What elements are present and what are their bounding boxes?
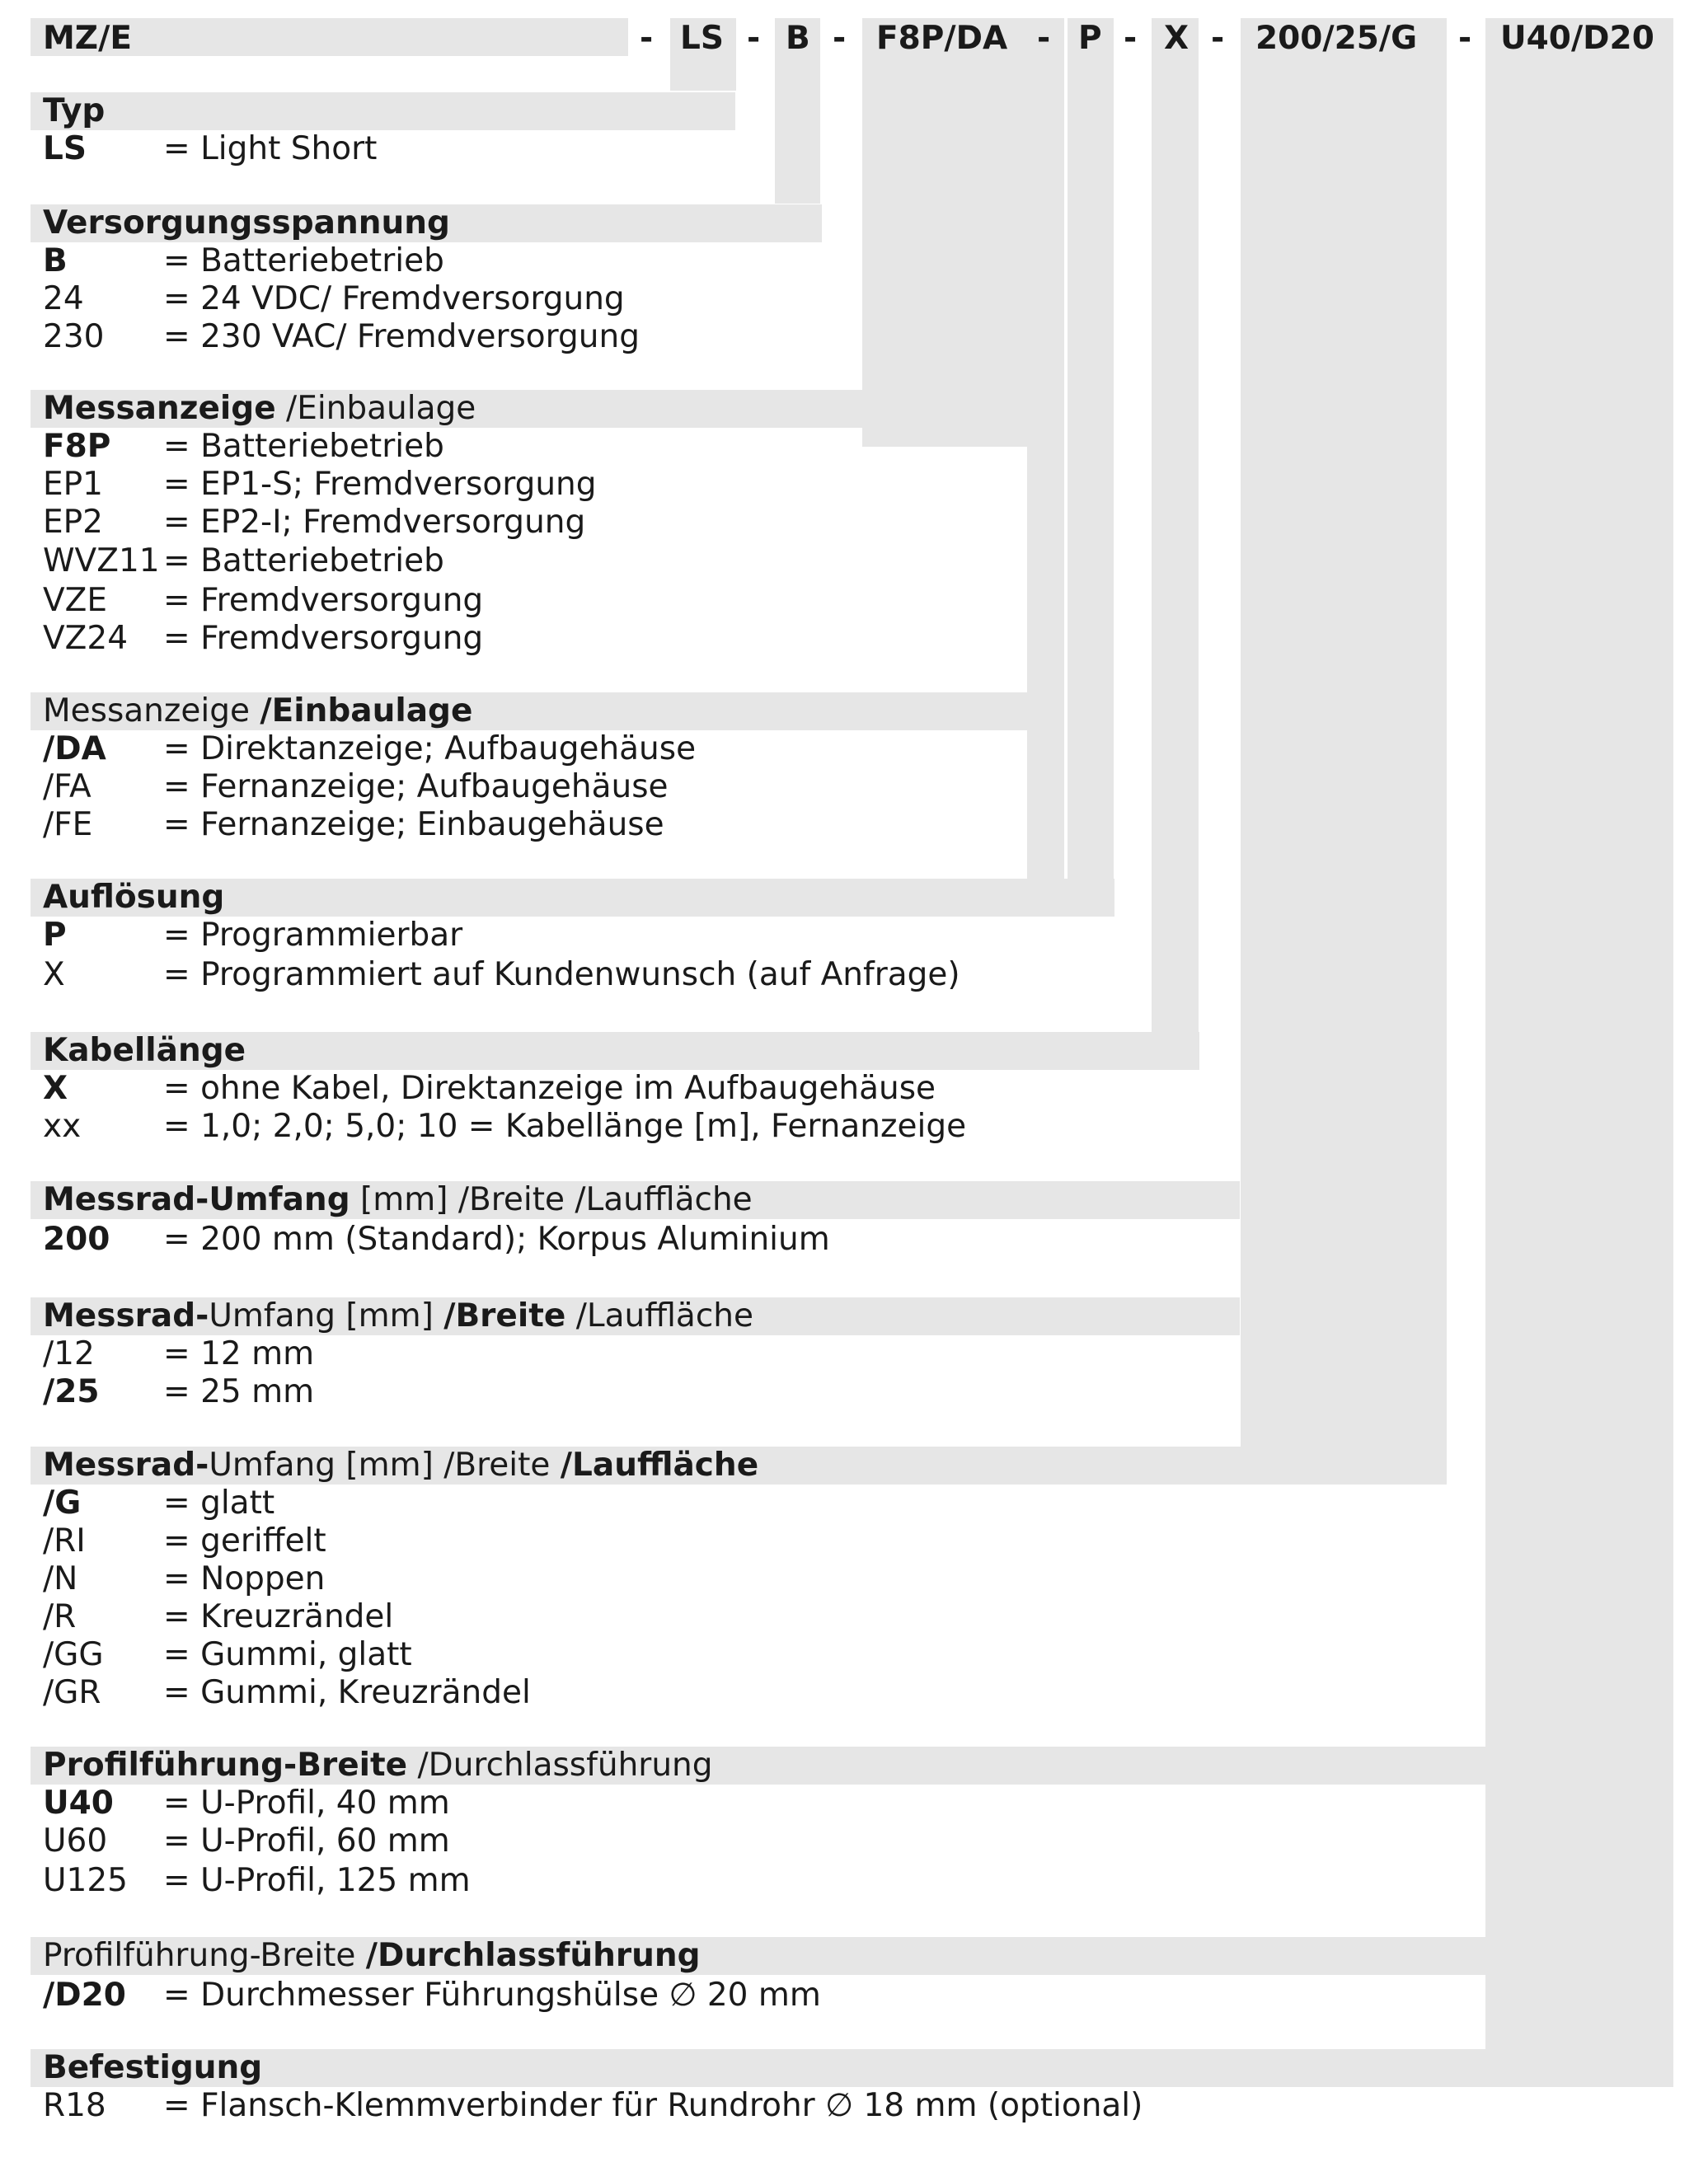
option-description: = Kreuzrändel (163, 1598, 394, 1635)
separator-dash: - (1458, 20, 1472, 57)
typ-header-bar (30, 92, 735, 130)
option-code: /N (43, 1560, 78, 1597)
option-description: = U-Profil, 40 mm (163, 1785, 450, 1822)
option-description: = 24 VDC/ Fremdversorgung (163, 280, 625, 317)
typ-title: Typ (43, 92, 106, 129)
option-description: = 12 mm (163, 1335, 315, 1372)
option-description: = 230 VAC/ Fremdversorgung (163, 318, 640, 355)
profil-title: Profilführung-Breite /Durchlassführung (43, 1747, 713, 1784)
separator-dash: - (1124, 20, 1138, 57)
laufflaeche-title: Messrad-Umfang [mm] /Breite /Lauffläche (43, 1447, 759, 1484)
column-x (1152, 18, 1199, 1069)
code-prefix: MZ/E (43, 20, 132, 57)
option-code: EP1 (43, 466, 103, 503)
option-code: /GG (43, 1636, 104, 1673)
option-description: = Noppen (163, 1560, 326, 1597)
option-code: U60 (43, 1822, 108, 1860)
option-description: = EP2-I; Fremdversorgung (163, 504, 586, 541)
option-code: /12 (43, 1335, 95, 1372)
option-description: = Programmiert auf Kundenwunsch (auf Anfrage) (163, 956, 960, 993)
separator-dash: - (747, 20, 761, 57)
code-segment-f8p-da: F8P/DA (876, 20, 1008, 57)
option-description: = Gummi, Kreuzrändel (163, 1674, 531, 1711)
option-description: = 25 mm (163, 1373, 315, 1410)
option-code: U40 (43, 1785, 114, 1822)
option-code: X (43, 1070, 68, 1107)
option-description: = 1,0; 2,0; 5,0; 10 = Kabellänge [m], Fernanzeige (163, 1108, 967, 1145)
option-code: /D20 (43, 1977, 126, 2014)
befestigung-header-bar (30, 2049, 1673, 2087)
option-code: LS (43, 130, 87, 167)
code-segment-b: B (786, 20, 810, 57)
separator-dash: - (1211, 20, 1225, 57)
column-u40-d20 (1485, 18, 1673, 2079)
durchlass-title: Profilführung-Breite /Durchlassführung (43, 1937, 701, 1974)
option-description: = Direktanzeige; Aufbaugehäuse (163, 730, 697, 767)
befestigung-title: Befestigung (43, 2049, 263, 2086)
option-description: = Light Short (163, 130, 378, 167)
option-description: = Fremdversorgung (163, 582, 484, 619)
option-code: R18 (43, 2087, 106, 2124)
option-description: = geriffelt (163, 1522, 326, 1560)
column-p (1068, 18, 1114, 917)
option-code: VZE (43, 582, 108, 619)
option-description: = Gummi, glatt (163, 1636, 412, 1673)
separator-dash: - (833, 20, 847, 57)
option-code: /G (43, 1485, 82, 1522)
separator-dash: - (640, 20, 654, 57)
option-description: = Fernanzeige; Aufbaugehäuse (163, 768, 669, 805)
option-code: EP2 (43, 504, 103, 541)
kabel-title: Kabellänge (43, 1032, 246, 1069)
code-segment-ls: LS (680, 20, 724, 57)
option-code: /R (43, 1598, 77, 1635)
option-code: B (43, 242, 68, 279)
option-code: /FA (43, 768, 92, 805)
option-code: F8P (43, 428, 111, 465)
option-description: = EP1-S; Fremdversorgung (163, 466, 597, 503)
option-code: 24 (43, 280, 84, 317)
option-code: P (43, 917, 67, 954)
code-segment-x: X (1164, 20, 1190, 57)
option-code: /RI (43, 1522, 86, 1560)
code-segment-u40-d20: U40/D20 (1500, 20, 1654, 57)
option-description: = Durchmesser Führungshülse ∅ 20 mm (163, 1977, 821, 2014)
option-description: = Programmierbar (163, 917, 463, 954)
option-code: X (43, 956, 65, 993)
option-code: VZ24 (43, 620, 129, 657)
option-description: = glatt (163, 1485, 275, 1522)
option-code: WVZ11 (43, 542, 160, 579)
versorgung-title: Versorgungsspannung (43, 204, 450, 242)
option-description: = Batteriebetrieb (163, 542, 444, 579)
option-code: /FE (43, 806, 93, 843)
breite-title: Messrad-Umfang [mm] /Breite /Lauffläche (43, 1297, 753, 1334)
option-description: = Fernanzeige; Einbaugehäuse (163, 806, 664, 843)
umfang-title: Messrad-Umfang [mm] /Breite /Lauffläche (43, 1181, 753, 1218)
aufloesung-title: Auflösung (43, 879, 225, 916)
option-code: /DA (43, 730, 106, 767)
separator-dash: - (1037, 20, 1051, 57)
messanzeige-title: Messanzeige /Einbaulage (43, 390, 476, 427)
option-description: = U-Profil, 60 mm (163, 1822, 450, 1860)
option-description: = Batteriebetrieb (163, 428, 444, 465)
code-segment-200-25-g: 200/25/G (1255, 20, 1418, 57)
option-description: = 200 mm (Standard); Korpus Aluminium (163, 1221, 830, 1258)
option-description: = Batteriebetrieb (163, 242, 444, 279)
option-description: = U-Profil, 125 mm (163, 1862, 471, 1899)
option-code: /GR (43, 1674, 101, 1711)
option-code: 200 (43, 1221, 110, 1258)
option-code: /25 (43, 1373, 100, 1410)
option-code: 230 (43, 318, 105, 355)
column-200-25-g (1241, 18, 1447, 1481)
option-code: xx (43, 1108, 82, 1145)
option-description: = Flansch-Klemmverbinder für Rundrohr ∅ 18 mm (optional) (163, 2087, 1143, 2124)
option-code: U125 (43, 1862, 128, 1899)
option-description: = ohne Kabel, Direktanzeige im Aufbaugehäuse (163, 1070, 936, 1107)
option-description: = Fremdversorgung (163, 620, 484, 657)
column-f8p (862, 18, 1027, 447)
einbaulage-title: Messanzeige /Einbaulage (43, 692, 473, 729)
column-da (1027, 18, 1064, 879)
code-segment-p: P (1078, 20, 1102, 57)
